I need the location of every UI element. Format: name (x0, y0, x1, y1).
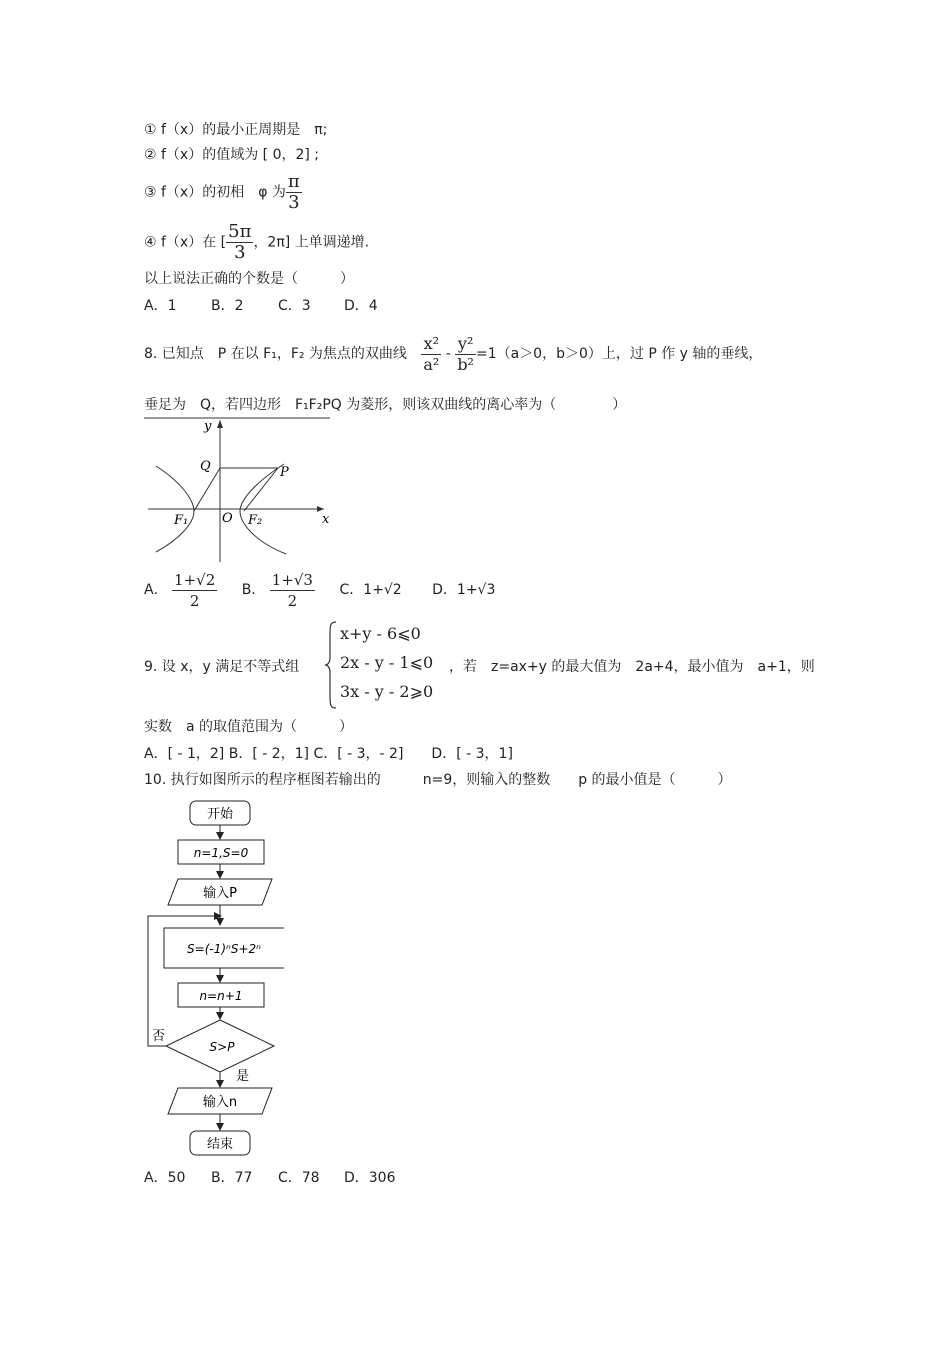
label-x: x (322, 512, 330, 527)
q10-option-d: D．306 (344, 1170, 396, 1186)
q8-option-a-label: A． (144, 582, 168, 598)
q7-statement-3 (144, 172, 302, 213)
q7-statement-4-post: ，2π] 上单调递增. (253, 234, 370, 251)
q7-option-d: D．4 (344, 298, 378, 314)
label-f1: F₁ (174, 513, 189, 528)
label-p: P (280, 465, 289, 480)
q10-option-a: A．50 (144, 1170, 186, 1186)
fraction-denominator: 3 (288, 192, 300, 213)
q7-option-a: A．1 (144, 298, 177, 314)
q7-stem: 以上说法正确的个数是（ ） (144, 271, 354, 287)
q10-flowchart (144, 796, 286, 1160)
flow-output-text: 输入n (202, 1095, 238, 1110)
q9-inequality-1: x+y - 6⩽0 (340, 624, 421, 643)
edge-f1-q (194, 468, 220, 511)
q8-option-b-fraction (270, 570, 315, 611)
q8-fraction-x (421, 334, 441, 375)
q8-stem-pre: 8. 已知点 P 在以 F₁，F₂ 为焦点的双曲线 (144, 346, 407, 362)
q7-options (144, 297, 378, 315)
q9-stem-line-2: 实数 a 的取值范围为（ ） (144, 719, 354, 735)
label-f2: F₂ (248, 513, 263, 528)
q8-options (144, 568, 495, 612)
fraction-denominator: 3 (234, 242, 246, 263)
q9-inequality-system (340, 619, 433, 706)
q10-option-c: C．78 (278, 1170, 320, 1186)
flow-input-text: 输入P (203, 886, 237, 901)
q9-brace (324, 620, 338, 710)
q7-option-c: C．3 (278, 298, 311, 314)
fraction-numerator: y² (455, 334, 476, 355)
q8-hyperbola-graph (144, 414, 334, 566)
q9-stem-pre: 9. 设 x，y 满足不等式组 (144, 659, 300, 675)
q9-stem-post: ，若 z=ax+y 的最大值为 2a+4，最小值为 a+1，则 (449, 659, 815, 675)
fraction-numerator: 1+√2 (174, 570, 216, 589)
q8-fraction-y (455, 334, 476, 375)
q8-stem-post: =1（a＞0，b＞0）上，过 P 作 y 轴的垂线， (475, 346, 763, 362)
q9-inequality-3: 3x - y - 2⩾0 (340, 682, 434, 701)
q7-statement-3-text: ③ f（x）的初相 φ 为 (144, 184, 286, 201)
flow-end-text: 结束 (206, 1137, 234, 1152)
flow-no-label: 否 (152, 1029, 166, 1044)
edge-p-f2 (244, 468, 278, 511)
flow-calc-text: S=(-1)ⁿS+2ⁿ (187, 942, 261, 956)
q7-statement-4-pre: ④ f（x）在 [ (144, 234, 227, 251)
q7-statement-2: ② f（x）的值域为 [ 0，2] ; (144, 147, 320, 163)
label-y: y (204, 419, 212, 434)
q7-option-b: B．2 (211, 298, 244, 314)
q8-minus: - (445, 346, 451, 362)
label-o: O (222, 511, 233, 526)
q7-statement-4-fraction (226, 222, 253, 263)
q9-inequality-2: 2x - y - 1⩽0 (340, 653, 434, 672)
q10-option-b: B．77 (211, 1170, 253, 1186)
flow-start-text: 开始 (206, 807, 234, 822)
fraction-denominator: b² (457, 354, 474, 374)
q7-statement-4 (144, 222, 369, 263)
fraction-denominator: 2 (287, 591, 298, 610)
q10-options (144, 1169, 396, 1187)
fraction-numerator: π (287, 171, 300, 192)
label-q: Q (200, 459, 211, 474)
fraction-numerator: 5π (228, 221, 252, 242)
flow-decision-text: S>P (209, 1040, 235, 1054)
y-axis-arrow (217, 420, 223, 428)
fraction-numerator: 1+√3 (271, 570, 313, 589)
q7-statement-3-fraction (286, 172, 302, 213)
q7-statement-1: ① f（x）的最小正周期是 π; (144, 122, 328, 138)
flow-yes-label: 是 (236, 1069, 250, 1084)
q8-stem-line-2: 垂足为 Q，若四边形 F₁F₂PQ 为菱形，则该双曲线的离心率为（ ） (144, 397, 627, 413)
q8-option-c: C．1+√2 (339, 582, 402, 598)
fraction-denominator: 2 (189, 591, 200, 610)
fraction-denominator: a² (423, 354, 440, 374)
q8-option-b-label: B． (241, 582, 266, 598)
q9-options: A．[ - 1，2] B．[ - 2，1] C．[ - 3，- 2] D．[ - 3，1] (144, 746, 513, 762)
fraction-numerator: x² (421, 334, 441, 355)
q8-stem-line-1 (144, 330, 762, 378)
q8-option-a-fraction (172, 570, 217, 611)
q8-option-d: D．1+√3 (432, 582, 496, 598)
q10-stem: 10. 执行如图所示的程序框图若输出的 n=9，则输入的整数 p 的最小值是（ ） (144, 772, 732, 788)
flow-inc-text: n=n+1 (199, 989, 243, 1003)
flow-init-text: n=1,S=0 (193, 846, 249, 860)
